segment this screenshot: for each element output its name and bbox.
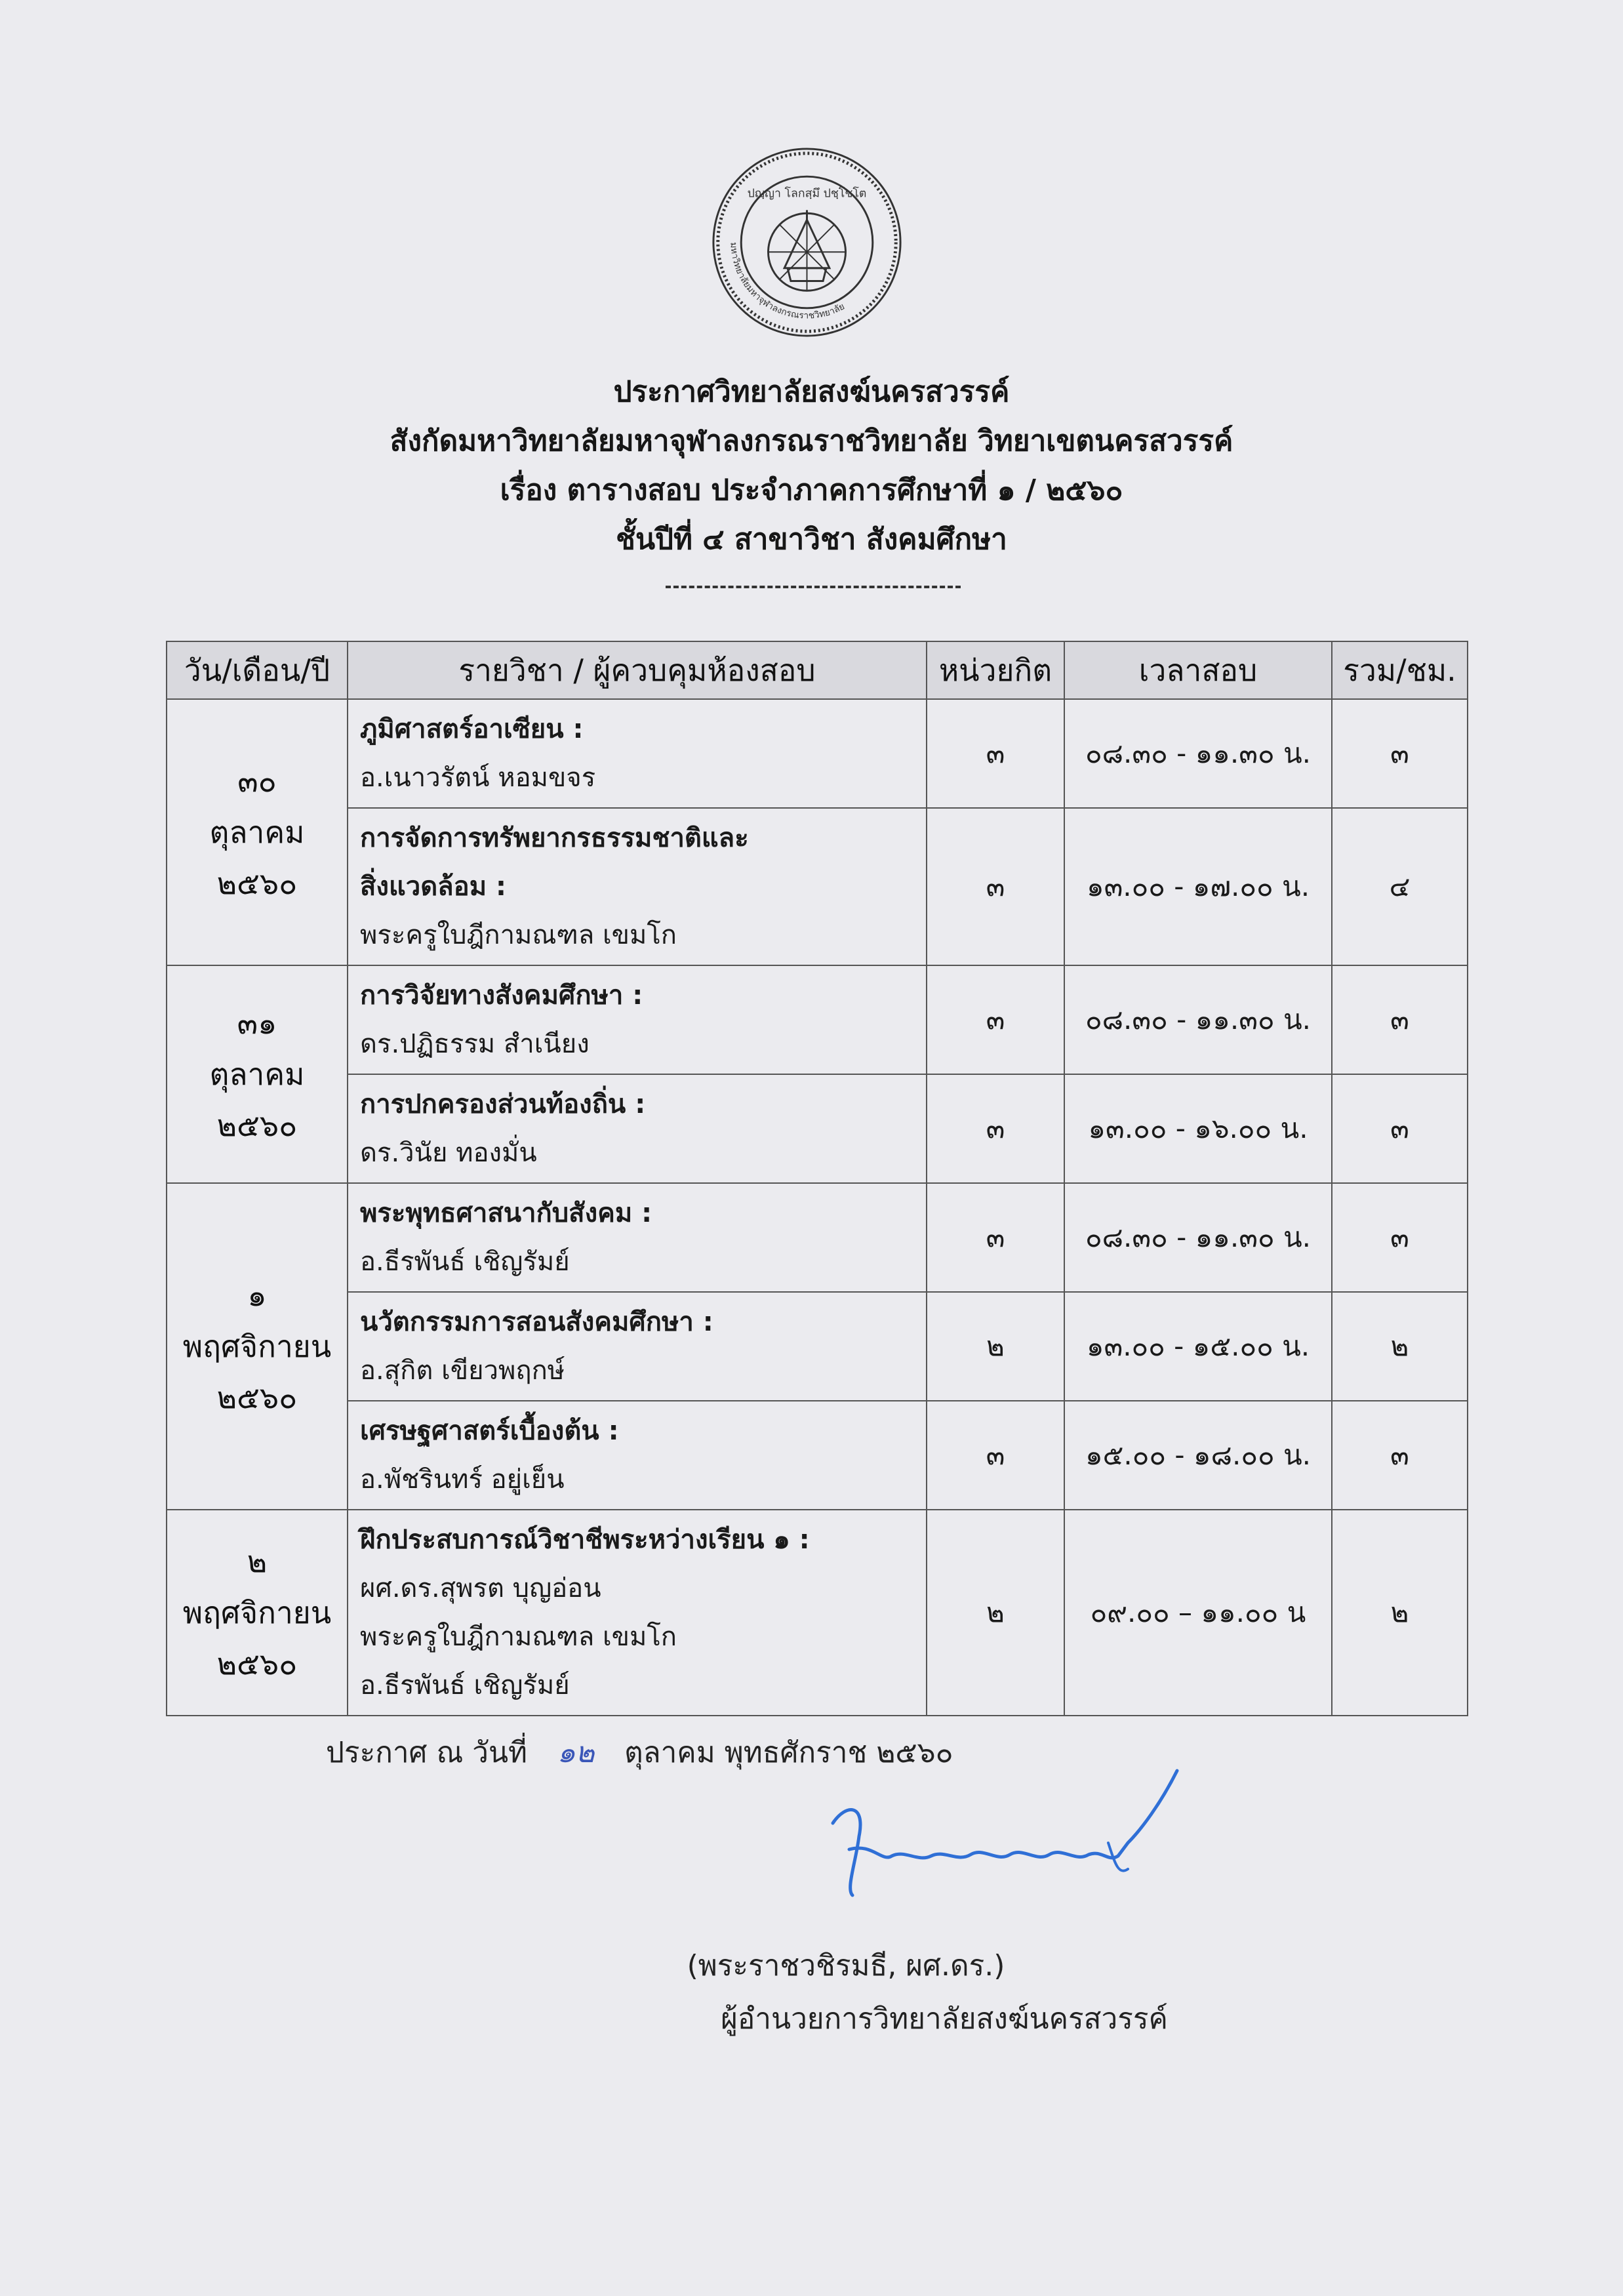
credits-cell: ๒ (927, 1292, 1064, 1401)
date-year: ๒๕๖๐ (216, 1108, 298, 1143)
hours-cell: ๓ (1332, 965, 1468, 1074)
heading-divider (666, 586, 961, 588)
subject-title: การปกครองส่วนท้องถิ่น : (360, 1089, 646, 1119)
hours-cell: ๒ (1332, 1510, 1468, 1716)
table-row (167, 1074, 1468, 1183)
subject-title: ฝึกประสบการณ์วิชาชีพระหว่างเรียน ๑ : (360, 1525, 810, 1555)
proctor: อ.ธีรพันธ์ เชิญรัมย์ (360, 1670, 570, 1701)
time-cell: ๑๓.๐๐ - ๑๕.๐๐ น. (1064, 1292, 1332, 1401)
credits-cell: ๓ (927, 1183, 1064, 1292)
time-cell: ๐๙.๐๐ – ๑๑.๐๐ น (1064, 1510, 1332, 1716)
table-row (167, 1183, 1468, 1292)
date-month: พฤศจิกายน (182, 1595, 332, 1630)
university-seal-icon (710, 146, 904, 339)
time-cell: ๑๕.๐๐ - ๑๘.๐๐ น. (1064, 1401, 1332, 1510)
time-cell: ๐๘.๓๐ - ๑๑.๓๐ น. (1064, 1183, 1332, 1292)
subject-cell (348, 1510, 927, 1716)
proctor: ดร.ปฏิธรรม สำเนียง (360, 1029, 590, 1059)
subject-cell (348, 1401, 927, 1510)
date-month: ตุลาคม (209, 815, 305, 850)
hours-cell: ๓ (1332, 1401, 1468, 1510)
proctor: พระครูใบฎีกามณฑล เขมโก (360, 920, 677, 950)
seal-ring-text: มหาวิทยาลัยมหาจุฬาลงกรณราชวิทยาลัย (728, 241, 847, 321)
announce-suffix: ตุลาคม พุทธศักราช ๒๕๖๐ (624, 1736, 953, 1769)
header-credits: หน่วยกิต (927, 641, 1064, 699)
header-subject: รายวิชา / ผู้ควบคุมห้องสอบ (348, 641, 927, 699)
subject-title: เศรษฐศาสตร์เบื้องต้น : (360, 1416, 619, 1446)
subject-title: การจัดการทรัพยากรธรรมชาติและ (360, 823, 749, 853)
subject-title: พระพุทธศาสนากับสังคม : (360, 1198, 652, 1228)
date-day: ๑ (247, 1278, 267, 1313)
table-row (167, 1401, 1468, 1510)
proctor: พระครูใบฎีกามณฑล เขมโก (360, 1622, 677, 1652)
proctor: อ.ธีรพันธ์ เชิญรัมย์ (360, 1247, 570, 1277)
proctor: ดร.วินัย ทองมั่น (360, 1138, 537, 1168)
table-row (167, 699, 1468, 808)
hours-cell: ๓ (1332, 1183, 1468, 1292)
announce-day-handwritten: ๑๒ (557, 1736, 595, 1769)
proctor: อ.สุกิต เขียวพฤกษ์ (360, 1356, 565, 1386)
heading-line-1: ประกาศวิทยาลัยสงฆ์นครสวรรค์ (613, 375, 1010, 409)
svg-text:มหาวิทยาลัยมหาจุฬาลงกรณราชวิทย (728, 242, 846, 321)
subject-cell (348, 808, 927, 965)
date-year: ๒๕๖๐ (216, 866, 298, 901)
signer-name: (พระราชวชิรมธี, ผศ.ดร.) (687, 1949, 1005, 1983)
subject-cell (348, 1292, 927, 1401)
subject-title: นวัตกรรมการสอนสังคมศึกษา : (360, 1307, 713, 1337)
credits-cell: ๓ (927, 965, 1064, 1074)
header-date: วัน/เดือน/ปี (167, 641, 348, 699)
heading-line-2: สังกัดมหาวิทยาลัยมหาจุฬาลงกรณราชวิทยาลัย วิทยาเขตนครสวรรค์ (390, 424, 1233, 458)
proctor: อ.เนาวรัตน์ หอมขจร (360, 763, 596, 793)
table-row (167, 808, 1468, 965)
table-row (167, 1510, 1468, 1716)
hours-cell: ๔ (1332, 808, 1468, 965)
subject-cell (348, 699, 927, 808)
proctor: ผศ.ดร.สุพรต บุญอ่อน (360, 1573, 601, 1603)
hours-cell: ๓ (1332, 699, 1468, 808)
subject-cell (348, 1074, 927, 1183)
header-time: เวลาสอบ (1064, 641, 1332, 699)
announce-prefix: ประกาศ ณ วันที่ (326, 1736, 528, 1769)
table-row (167, 965, 1468, 1074)
credits-cell: ๓ (927, 808, 1064, 965)
hours-cell: ๓ (1332, 1074, 1468, 1183)
date-month: พฤศจิกายน (182, 1329, 332, 1364)
date-cell (167, 1183, 348, 1510)
table-header-row (167, 641, 1468, 699)
time-cell: ๑๓.๐๐ - ๑๖.๐๐ น. (1064, 1074, 1332, 1183)
subject-title-cont: สิ่งแวดล้อม : (360, 872, 506, 902)
header-hours: รวม/ชม. (1332, 641, 1468, 699)
subject-title: ภูมิศาสตร์อาเซียน : (360, 714, 584, 744)
date-day: ๒ (247, 1544, 268, 1579)
credits-cell: ๓ (927, 1401, 1064, 1510)
date-cell (167, 965, 348, 1183)
subject-cell (348, 1183, 927, 1292)
document-heading (0, 367, 1623, 564)
heading-line-3: เรื่อง ตารางสอบ ประจำภาคการศึกษาที่ ๑ / ๒๕๖๐ (500, 473, 1123, 507)
date-month: ตุลาคม (209, 1057, 305, 1092)
signature-icon (820, 1764, 1187, 1928)
subject-title: การวิจัยทางสังคมศึกษา : (360, 980, 643, 1011)
exam-schedule-table (166, 641, 1468, 1716)
time-cell: ๐๘.๓๐ - ๑๑.๓๐ น. (1064, 699, 1332, 808)
credits-cell: ๒ (927, 1510, 1064, 1716)
date-year: ๒๕๖๐ (216, 1646, 298, 1682)
subject-cell (348, 965, 927, 1074)
hours-cell: ๒ (1332, 1292, 1468, 1401)
seal-motto: ปญฺญา โลกสฺมึ ปชฺโชโต (747, 187, 867, 201)
time-cell: ๑๓.๐๐ - ๑๗.๐๐ น. (1064, 808, 1332, 965)
date-cell (167, 699, 348, 965)
date-cell (167, 1510, 348, 1716)
signer-position: ผู้อำนวยการวิทยาลัยสงฆ์นครสวรรค์ (721, 2002, 1168, 2036)
date-day: ๓๐ (237, 763, 277, 799)
proctor: อ.พัชรินทร์ อยู่เย็น (360, 1464, 565, 1495)
date-day: ๓๑ (237, 1005, 277, 1041)
time-cell: ๐๘.๓๐ - ๑๑.๓๐ น. (1064, 965, 1332, 1074)
date-year: ๒๕๖๐ (216, 1380, 298, 1415)
credits-cell: ๓ (927, 1074, 1064, 1183)
credits-cell: ๓ (927, 699, 1064, 808)
table-row (167, 1292, 1468, 1401)
heading-line-4: ชั้นปีที่ ๔ สาขาวิชา สังคมศึกษา (616, 523, 1007, 556)
